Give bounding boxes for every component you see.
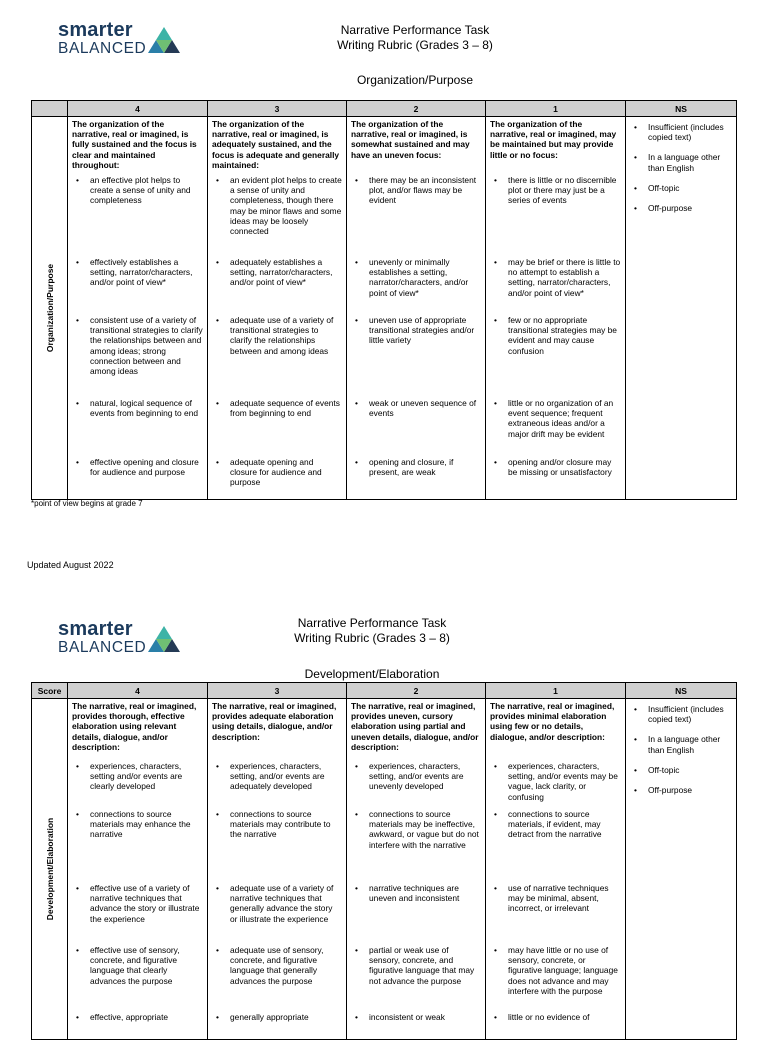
score-1-cell bbox=[486, 117, 626, 500]
score-4-cell bbox=[68, 117, 208, 500]
list-item: • Off-purpose bbox=[634, 785, 693, 796]
footnote: *point of view begins at grade 7 bbox=[31, 499, 143, 508]
list-item: • adequately establishes a setting, narrator/characters, and/or point of view* bbox=[216, 257, 333, 288]
list-item: • uneven use of appropriate transitional strategies and/or little variety bbox=[355, 315, 475, 346]
list-item: • connections to source materials may be ineffective, awkward, or vague but do not interfere with the narrative bbox=[355, 809, 479, 850]
header-score-1: 1 bbox=[486, 101, 626, 117]
list-item: • there may be an inconsistent plot, and/or flaws may be evident bbox=[355, 175, 477, 206]
header-score-2: 2 bbox=[347, 101, 486, 117]
list-item: • Off-topic bbox=[634, 182, 680, 193]
header-row bbox=[32, 101, 737, 117]
header-score-1: 1 bbox=[486, 683, 626, 699]
list-item: • connections to source materials may contribute to the narrative bbox=[216, 809, 331, 840]
header-score bbox=[32, 101, 68, 117]
list-item: • there is little or no discernible plot or there may just be a series of events bbox=[494, 175, 617, 206]
brand-line-1: smarter bbox=[58, 618, 133, 640]
score-4-heading: The organization of the narrative, real or imagined, is fully sustained and the focus is clear and maintained throughout: bbox=[72, 119, 197, 170]
list-item: • adequate opening and closure for audience and purpose bbox=[216, 457, 322, 488]
header-score-4: 4 bbox=[68, 683, 208, 699]
list-item: • may have little or no use of sensory, concrete, or figurative language; language does not advance and may interfere with the purpose bbox=[494, 945, 618, 996]
list-item: • little or no organization of an event sequence; frequent extraneous ideas and/or a major drift may be evident bbox=[494, 398, 614, 439]
list-item: • Off-topic bbox=[634, 764, 680, 775]
criteria-row bbox=[32, 117, 737, 500]
list-item: • adequate use of a variety of narrative techniques that generally advance the story or illustrate the experience bbox=[216, 883, 334, 924]
score-ns-cell bbox=[626, 117, 737, 500]
updated-date: Updated August 2022 bbox=[27, 560, 114, 570]
page-title-line-2: Writing Rubric (Grades 3 – 8) bbox=[337, 38, 493, 52]
header-score-4: 4 bbox=[68, 101, 208, 117]
row-label-cell bbox=[32, 117, 68, 500]
list-item: • opening and closure, if present, are weak bbox=[355, 457, 454, 478]
header-score: Score bbox=[32, 683, 68, 699]
brand-line-2: BALANCED bbox=[58, 639, 147, 656]
list-item: • connections to source materials, if evident, may detract from the narrative bbox=[494, 809, 602, 840]
header-score-ns: NS bbox=[626, 683, 737, 699]
page-title-line-1: Narrative Performance Task bbox=[340, 23, 490, 37]
page-title bbox=[270, 23, 560, 53]
row-label: Organization/Purpose bbox=[44, 263, 55, 353]
list-item: • adequate use of a variety of transitional strategies to clarify the relationships between and among ideas bbox=[216, 315, 334, 356]
list-item: • an effective plot helps to create a sense of unity and completeness bbox=[76, 175, 191, 206]
row-label: Development/Elaboration bbox=[44, 817, 55, 921]
list-item: • adequate sequence of events from beginning to end bbox=[216, 398, 340, 419]
list-item: • an evident plot helps to create a sense of unity and completeness, though there may be minor flaws and some ideas may be loosely connected bbox=[216, 175, 342, 237]
score-3-heading: The narrative, real or imagined, provides adequate elaboration using details, dialogue, and/or description: bbox=[212, 701, 337, 742]
list-item: • Off-purpose bbox=[634, 203, 693, 214]
section-title: Organization/Purpose bbox=[356, 73, 474, 87]
brand-line-1: smarter bbox=[58, 19, 133, 41]
score-2-heading: The narrative, real or imagined, provides uneven, cursory elaboration using partial and uneven details, dialogue, and/or description: bbox=[351, 701, 479, 752]
header-score-3: 3 bbox=[208, 683, 347, 699]
list-item: • natural, logical sequence of events from beginning to end bbox=[76, 398, 199, 419]
list-item: • connections to source materials may enhance the narrative bbox=[76, 809, 191, 840]
score-2-cell bbox=[347, 699, 486, 1040]
list-item: • Insufficient (includes copied text) bbox=[634, 704, 724, 725]
list-item: • effective opening and closure for audience and purpose bbox=[76, 457, 199, 478]
brand-logo bbox=[58, 20, 182, 57]
list-item: • unevenly or minimally establishes a setting, narrator/characters, and/or point of view* bbox=[355, 257, 469, 298]
list-item: • inconsistent or weak bbox=[355, 1012, 445, 1022]
score-4-cell bbox=[68, 699, 208, 1040]
header-score-ns: NS bbox=[626, 101, 737, 117]
list-item: • In a language other than English bbox=[634, 152, 721, 173]
list-item: • narrative techniques are uneven and inconsistent bbox=[355, 883, 460, 904]
list-item: • adequate use of sensory, concrete, and figurative language that generally advances the purpose bbox=[216, 945, 324, 986]
header-score-3: 3 bbox=[208, 101, 347, 117]
list-item: • experiences, characters, setting, and/or events may be vague, lack clarity, or confusing bbox=[494, 761, 618, 802]
page-title-line-2: Writing Rubric (Grades 3 – 8) bbox=[294, 631, 450, 645]
score-1-cell bbox=[486, 699, 626, 1040]
list-item: • experiences, characters, setting, and/or events are adequately developed bbox=[216, 761, 325, 792]
score-2-cell bbox=[347, 117, 486, 500]
score-3-heading: The organization of the narrative, real or imagined, is adequately sustained, and the focus is adequate and generally maintained: bbox=[212, 119, 340, 170]
list-item: • weak or uneven sequence of events bbox=[355, 398, 477, 419]
list-item: • effective, appropriate bbox=[76, 1012, 169, 1022]
list-item: • effective use of sensory, concrete, and figurative language that clearly advances the purpose bbox=[76, 945, 180, 986]
list-item: • little or no evidence of bbox=[494, 1012, 590, 1022]
list-item: • use of narrative techniques may be minimal, absent, incorrect, or irrelevant bbox=[494, 883, 609, 914]
list-item: • experiences, characters, setting and/or events are clearly developed bbox=[76, 761, 183, 792]
brand-logo bbox=[58, 619, 182, 656]
list-item: • may be brief or there is little to no attempt to establish a setting, narrator/characters, and/or point of view* bbox=[494, 257, 621, 298]
brand-line-2: BALANCED bbox=[58, 40, 147, 57]
rubric-table bbox=[31, 100, 737, 500]
list-item: • Insufficient (includes copied text) bbox=[634, 122, 724, 143]
score-3-cell bbox=[208, 699, 347, 1040]
score-2-heading: The organization of the narrative, real or imagined, is somewhat sustained and may have an uneven focus: bbox=[351, 119, 470, 160]
list-item: • consistent use of a variety of transitional strategies to clarify the relationships between and among ideas; strong connection between and among ideas bbox=[76, 315, 203, 377]
list-item: • experiences, characters, setting, and/or events are unevenly developed bbox=[355, 761, 464, 792]
score-3-cell bbox=[208, 117, 347, 500]
page-title bbox=[227, 616, 517, 646]
triangle-logo-icon bbox=[148, 625, 182, 653]
criteria-row bbox=[32, 699, 737, 1040]
list-item: • generally appropriate bbox=[216, 1012, 309, 1022]
list-item: • effectively establishes a setting, narrator/characters, and/or point of view* bbox=[76, 257, 193, 288]
list-item: • In a language other than English bbox=[634, 734, 721, 755]
triangle-logo-icon bbox=[148, 26, 182, 54]
list-item: • effective use of a variety of narrative techniques that advance the story or illustrate the experience bbox=[76, 883, 200, 924]
score-ns-cell bbox=[626, 699, 737, 1040]
list-item: • partial or weak use of sensory, concrete, and figurative language that may not advance the purpose bbox=[355, 945, 475, 986]
section-title: Development/Elaboration bbox=[304, 667, 440, 681]
header-row bbox=[32, 683, 737, 699]
score-1-heading: The organization of the narrative, real or imagined, may be maintained but may provide little or no focus: bbox=[490, 119, 617, 160]
score-4-heading: The narrative, real or imagined, provides thorough, effective elaboration using relevant details, dialogue, and/or description: bbox=[72, 701, 197, 752]
rubric-table bbox=[31, 682, 737, 1040]
row-label-cell bbox=[32, 699, 68, 1040]
page-title-line-1: Narrative Performance Task bbox=[297, 616, 447, 630]
list-item: • opening and/or closure may be missing or unsatisfactory bbox=[494, 457, 612, 478]
header-score-2: 2 bbox=[347, 683, 486, 699]
list-item: • few or no appropriate transitional strategies may be evident and may cause confusion bbox=[494, 315, 617, 356]
score-1-heading: The narrative, real or imagined, provides minimal elaboration using few or no details, dialogue, and/or description: bbox=[490, 701, 615, 742]
